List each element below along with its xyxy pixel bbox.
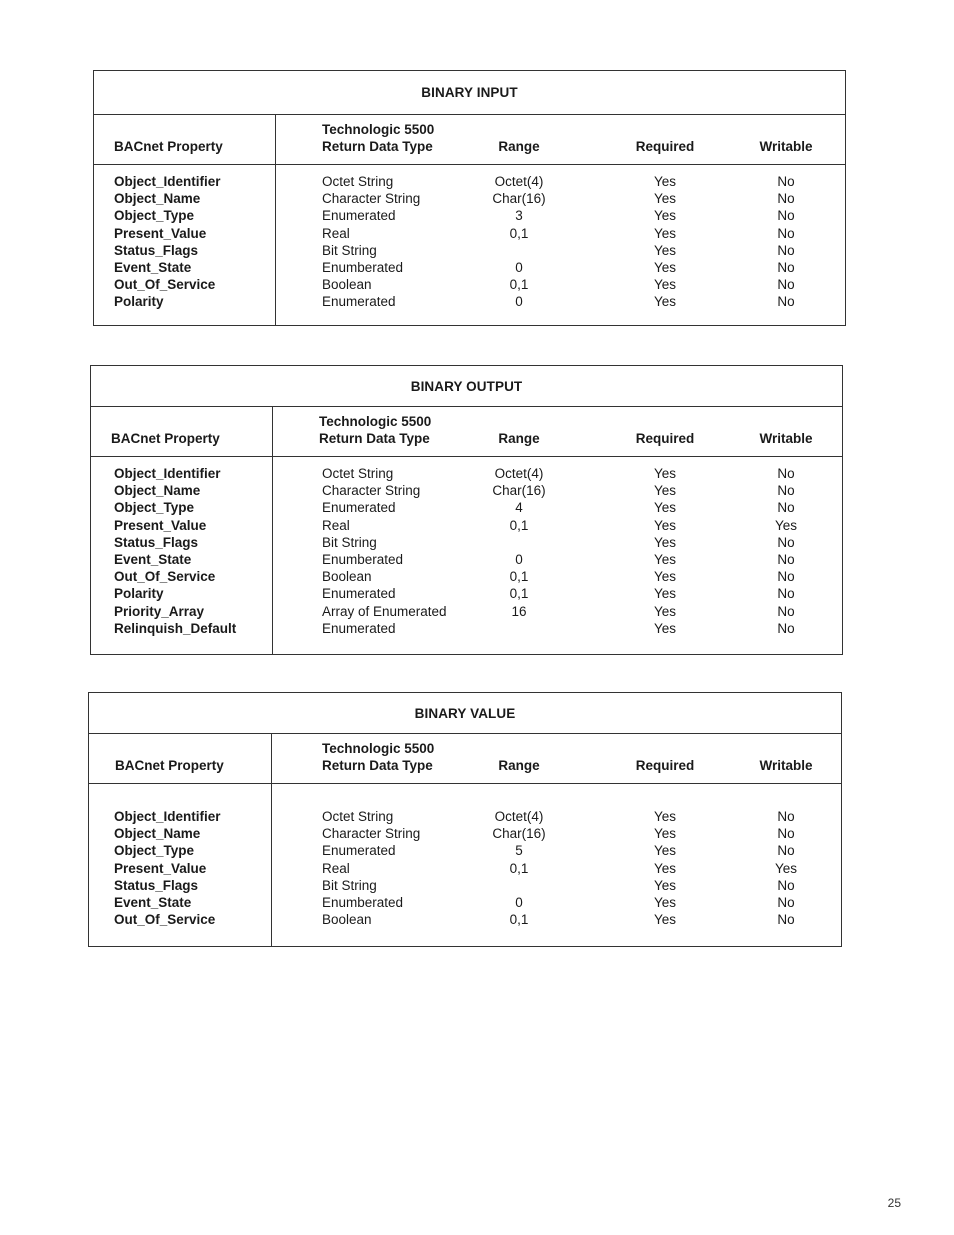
table-row [89, 808, 841, 825]
return-type-cell [322, 603, 447, 620]
table-row [91, 603, 842, 620]
writable-cell-text: No [777, 225, 795, 241]
property-cell [114, 585, 164, 602]
required-cell-text: Yes [653, 208, 677, 224]
return-type-cell-text: Enumerated [322, 500, 396, 516]
writable-cell-text: No [777, 466, 795, 481]
table-row [91, 568, 842, 585]
property-cell-text: Object_Identifier [114, 466, 221, 481]
required-cell-text: Yes [653, 894, 677, 910]
column-divider [272, 407, 273, 456]
range-cell-text: Char(16) [492, 191, 546, 207]
property-cell [114, 860, 206, 877]
property-cell-text: Object_Identifier [114, 809, 221, 824]
writable-cell-text: No [777, 809, 795, 824]
range-cell-text: 0,1 [509, 912, 529, 928]
return-type-cell [322, 568, 372, 585]
range-cell-text: Octet(4) [494, 809, 544, 824]
table-title [91, 366, 842, 407]
return-type-cell-text: Character String [322, 483, 421, 499]
table-row [89, 825, 841, 842]
required-cell-text: Yes [653, 843, 677, 859]
header-return-type-line2: Return Data Type [322, 139, 433, 154]
property-cell-text: Event_State [114, 894, 192, 910]
header-required-text: Required [635, 757, 695, 773]
required-cell-text: Yes [653, 174, 677, 189]
property-cell [114, 225, 206, 242]
property-cell-text: Object_Type [114, 208, 195, 224]
property-cell-text: Object_Name [114, 191, 201, 207]
return-type-cell-text: Bit String [322, 242, 377, 258]
header-return-type-line2: Return Data Type [322, 758, 433, 773]
header-writable-text: Writable [759, 430, 813, 446]
header-return-type [322, 121, 434, 155]
header-writable-text: Writable [759, 757, 813, 773]
return-type-cell-text: Boolean [322, 912, 372, 928]
table-row [89, 911, 841, 928]
table-header [89, 734, 841, 784]
header-range-text: Range [498, 430, 540, 446]
property-cell [114, 825, 200, 842]
table-row [91, 551, 842, 568]
return-type-cell [322, 842, 396, 859]
header-property: BACnet Property [114, 138, 223, 154]
writable-cell-text: No [777, 586, 795, 602]
property-cell-text: Polarity [114, 586, 164, 602]
required-cell-text: Yes [653, 191, 677, 207]
return-type-cell [322, 911, 372, 928]
table-row [89, 894, 841, 911]
table-row [91, 620, 842, 637]
required-cell-text: Yes [653, 294, 677, 310]
return-type-cell-text: Enumberated [322, 551, 404, 567]
return-type-cell [322, 276, 372, 293]
writable-cell-text: No [777, 826, 795, 842]
table-header [91, 407, 842, 457]
return-type-cell-text: Bit String [322, 534, 377, 550]
return-type-cell [322, 551, 403, 568]
writable-cell-text: No [777, 500, 795, 516]
required-cell-text: Yes [653, 551, 677, 567]
property-cell-text: Present_Value [114, 860, 207, 876]
return-type-cell-text: Enumberated [322, 259, 404, 275]
range-cell-text: 0 [515, 294, 523, 310]
return-type-cell-text: Octet String [322, 174, 394, 189]
property-cell [114, 603, 204, 620]
property-cell-text: Object_Identifier [114, 174, 221, 189]
table-row [94, 173, 845, 190]
table-header [94, 115, 845, 165]
property-cell-text: Object_Name [114, 483, 201, 499]
property-cell-text: Status_Flags [114, 242, 199, 258]
property-cell-text: Out_Of_Service [114, 569, 216, 585]
property-cell [114, 842, 194, 859]
property-cell [114, 877, 198, 894]
return-type-cell-text: Enumerated [322, 620, 396, 636]
property-cell [114, 911, 215, 928]
writable-cell-text: No [777, 912, 795, 928]
range-cell-text: 0,1 [509, 277, 529, 293]
return-type-cell [322, 465, 393, 482]
table-rows [89, 808, 841, 928]
return-type-cell [322, 173, 393, 190]
writable-cell-text: Yes [774, 517, 798, 533]
binary-input-table [93, 70, 846, 326]
range-cell-text: 3 [515, 208, 523, 224]
header-required-text: Required [635, 430, 695, 446]
range-cell-text: 0,1 [509, 586, 529, 602]
return-type-cell-text: Bit String [322, 877, 377, 893]
range-cell-text: 0 [515, 551, 523, 567]
range-cell-text: Char(16) [492, 483, 546, 499]
property-cell-text: Present_Value [114, 517, 207, 533]
property-cell [114, 499, 194, 516]
return-type-cell [322, 877, 377, 894]
required-cell-text: Yes [653, 517, 677, 533]
property-cell [114, 242, 198, 259]
return-type-cell-text: Enumerated [322, 208, 396, 224]
table-title [94, 71, 845, 115]
property-cell-text: Status_Flags [114, 877, 199, 893]
writable-cell-text: No [777, 174, 795, 189]
writable-cell-text: No [777, 277, 795, 293]
return-type-cell-text: Enumerated [322, 586, 396, 602]
table-row [91, 534, 842, 551]
header-return-type [319, 413, 431, 447]
required-cell-text: Yes [653, 912, 677, 928]
property-cell-text: Relinquish_Default [114, 620, 237, 636]
required-cell-text: Yes [653, 826, 677, 842]
range-cell-text: 0 [515, 259, 523, 275]
header-range-text: Range [498, 757, 540, 773]
table-title-text: BINARY INPUT [421, 85, 518, 100]
header-required-text: Required [635, 138, 695, 154]
required-cell-text: Yes [653, 500, 677, 516]
property-cell [114, 620, 236, 637]
range-cell-text: 0,1 [509, 860, 529, 876]
return-type-cell-text: Boolean [322, 277, 372, 293]
table-row [91, 482, 842, 499]
property-cell-text: Out_Of_Service [114, 912, 216, 928]
table-row [94, 259, 845, 276]
table-row [94, 190, 845, 207]
binary-output-table [90, 365, 843, 655]
return-type-cell [322, 620, 396, 637]
required-cell-text: Yes [653, 877, 677, 893]
return-type-cell-text: Real [322, 517, 350, 533]
writable-cell-text: No [777, 483, 795, 499]
property-cell-text: Event_State [114, 259, 192, 275]
writable-cell-text: No [777, 551, 795, 567]
return-type-cell [322, 242, 377, 259]
header-property: BACnet Property [111, 430, 220, 446]
property-cell [114, 568, 215, 585]
writable-cell-text: No [777, 877, 795, 893]
header-return-type-line1: Technologic 5500 [322, 741, 435, 756]
property-cell [114, 259, 191, 276]
return-type-cell [322, 517, 350, 534]
table-body [91, 457, 842, 655]
return-type-cell [322, 808, 393, 825]
range-cell-text: 0 [515, 894, 523, 910]
property-cell-text: Out_Of_Service [114, 277, 216, 293]
table-rows [91, 465, 842, 637]
property-cell [114, 551, 191, 568]
table-title-text: BINARY VALUE [414, 705, 516, 721]
table-row [94, 207, 845, 224]
property-cell [114, 276, 215, 293]
required-cell-text: Yes [653, 534, 677, 550]
return-type-cell [322, 894, 403, 911]
writable-cell-text: Yes [774, 860, 798, 876]
required-cell-text: Yes [653, 242, 677, 258]
return-type-cell [322, 207, 396, 224]
header-return-type-line1: Technologic 5500 [319, 414, 432, 429]
table-title [89, 693, 841, 734]
property-cell-text: Priority_Array [114, 603, 205, 619]
property-cell [114, 293, 164, 310]
range-cell-text: 5 [515, 843, 523, 859]
table-row [91, 465, 842, 482]
table-body [89, 784, 841, 947]
table-row [94, 225, 845, 242]
return-type-cell-text: Array of Enumerated [322, 603, 447, 619]
return-type-cell [322, 534, 377, 551]
range-cell-text: 0,1 [509, 225, 529, 241]
writable-cell-text: No [777, 208, 795, 224]
required-cell-text: Yes [653, 569, 677, 585]
table-row [91, 585, 842, 602]
table-rows [94, 173, 845, 311]
table-row [91, 499, 842, 516]
writable-cell-text: No [777, 534, 795, 550]
return-type-cell-text: Character String [322, 191, 421, 207]
property-cell [114, 207, 194, 224]
required-cell-text: Yes [653, 466, 677, 481]
header-writable-text: Writable [759, 138, 813, 154]
return-type-cell [322, 293, 396, 310]
range-cell-text: 16 [511, 603, 527, 619]
header-return-type-line2: Return Data Type [319, 431, 430, 446]
required-cell-text: Yes [653, 277, 677, 293]
writable-cell-text: No [777, 242, 795, 258]
writable-cell-text: No [777, 191, 795, 207]
writable-cell-text: No [777, 603, 795, 619]
header-property: BACnet Property [115, 757, 224, 773]
required-cell-text: Yes [653, 586, 677, 602]
return-type-cell-text: Real [322, 860, 350, 876]
property-cell-text: Status_Flags [114, 534, 199, 550]
table-row [89, 842, 841, 859]
writable-cell-text: No [777, 894, 795, 910]
required-cell-text: Yes [653, 620, 677, 636]
writable-cell-text: No [777, 620, 795, 636]
table-row [94, 242, 845, 259]
return-type-cell [322, 225, 350, 242]
range-cell-text: Octet(4) [494, 466, 544, 481]
return-type-cell [322, 190, 420, 207]
required-cell-text: Yes [653, 259, 677, 275]
property-cell-text: Object_Type [114, 843, 195, 859]
range-cell-text: Octet(4) [494, 174, 544, 189]
property-cell [114, 482, 200, 499]
return-type-cell-text: Boolean [322, 569, 372, 585]
table-row [94, 276, 845, 293]
return-type-cell [322, 585, 396, 602]
return-type-cell-text: Real [322, 225, 350, 241]
property-cell-text: Present_Value [114, 225, 207, 241]
writable-cell-text: No [777, 843, 795, 859]
table-row [91, 517, 842, 534]
header-range-text: Range [498, 138, 540, 154]
return-type-cell [322, 825, 420, 842]
header-return-type [322, 740, 434, 774]
header-return-type-line1: Technologic 5500 [322, 122, 435, 137]
table-row [94, 293, 845, 310]
range-cell-text: Char(16) [492, 826, 546, 842]
range-cell-text: 0,1 [509, 569, 529, 585]
return-type-cell [322, 482, 420, 499]
return-type-cell-text: Enumerated [322, 843, 396, 859]
property-cell [114, 517, 206, 534]
required-cell-text: Yes [653, 809, 677, 824]
range-cell-text: 4 [515, 500, 523, 516]
return-type-cell [322, 259, 403, 276]
column-divider [275, 115, 276, 164]
return-type-cell-text: Enumberated [322, 894, 404, 910]
property-cell-text: Polarity [114, 294, 164, 310]
required-cell-text: Yes [653, 225, 677, 241]
writable-cell-text: No [777, 569, 795, 585]
property-cell [114, 808, 221, 825]
return-type-cell-text: Octet String [322, 466, 394, 481]
range-cell-text: 0,1 [509, 517, 529, 533]
required-cell-text: Yes [653, 860, 677, 876]
property-cell [114, 894, 191, 911]
table-body [94, 165, 845, 326]
binary-value-table [88, 692, 842, 947]
writable-cell-text: No [777, 294, 795, 310]
table-row [89, 860, 841, 877]
return-type-cell [322, 499, 396, 516]
property-cell [114, 173, 221, 190]
return-type-cell-text: Character String [322, 826, 421, 842]
table-title-text: BINARY OUTPUT [410, 378, 523, 394]
property-cell [114, 534, 198, 551]
required-cell-text: Yes [653, 603, 677, 619]
page-number: 25 [887, 1196, 901, 1210]
return-type-cell [322, 860, 350, 877]
property-cell [114, 190, 200, 207]
property-cell [114, 465, 221, 482]
column-divider [271, 734, 272, 783]
property-cell-text: Object_Name [114, 826, 201, 842]
table-row [89, 877, 841, 894]
return-type-cell-text: Enumerated [322, 294, 396, 310]
required-cell-text: Yes [653, 483, 677, 499]
return-type-cell-text: Octet String [322, 809, 394, 824]
writable-cell-text: No [777, 259, 795, 275]
property-cell-text: Event_State [114, 551, 192, 567]
property-cell-text: Object_Type [114, 500, 195, 516]
